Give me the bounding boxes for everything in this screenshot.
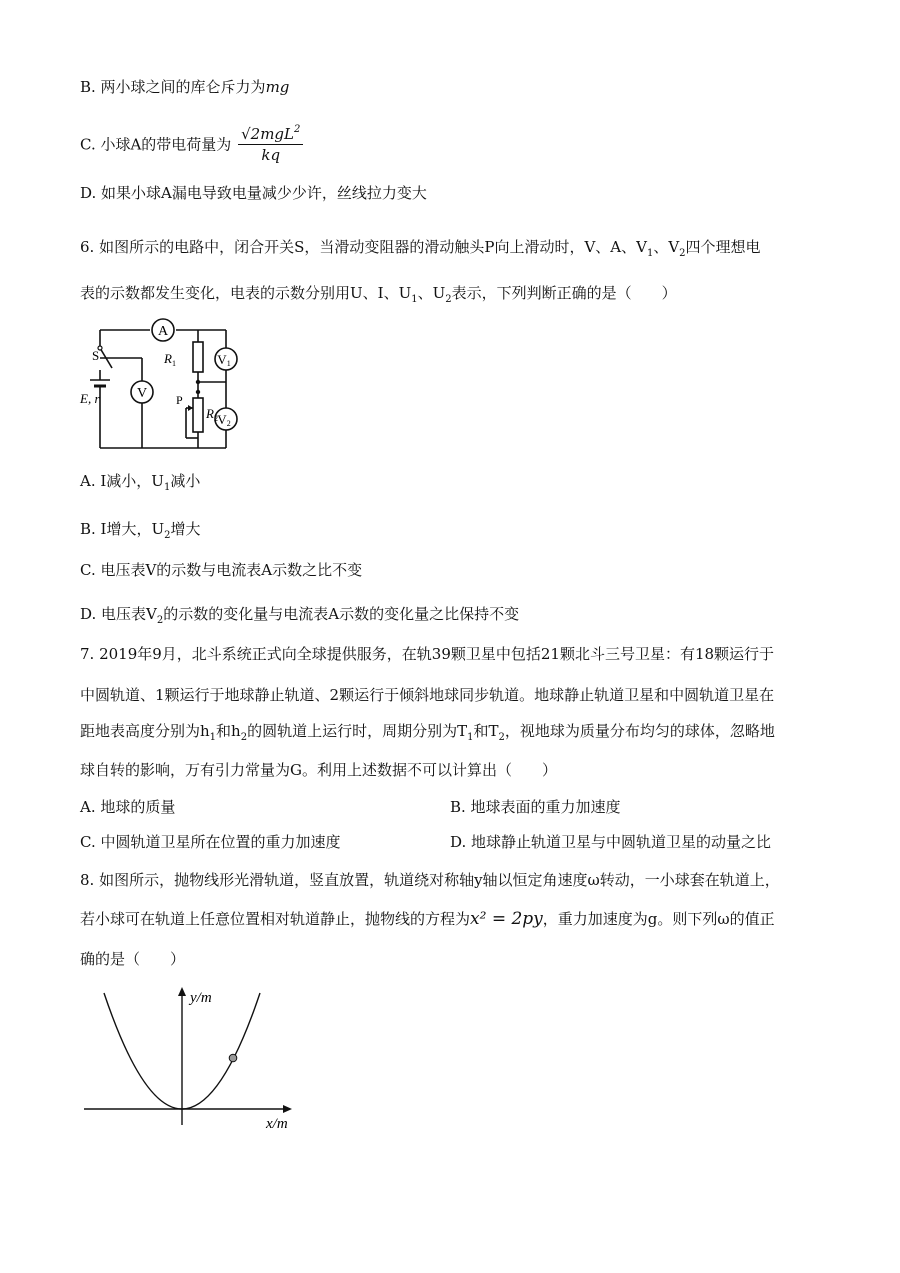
- voltmeter1-sub: 1: [226, 359, 231, 368]
- q6-stem-line2-text: 表的示数都发生变化，电表的示数分别用U、I、U: [80, 284, 412, 302]
- q7-line3-text: 距地表高度分别为h: [80, 722, 210, 740]
- q6-sub: 1: [646, 248, 654, 259]
- q8-ylabel: y/m: [190, 990, 212, 1006]
- voltmeter2-sub: 2: [226, 419, 231, 428]
- q7-option-b: B. 地球表面的重力加速度: [450, 798, 621, 816]
- q6-sub: 1: [411, 294, 418, 305]
- source-label: E, r: [80, 391, 100, 406]
- r2-sub: 2: [213, 414, 218, 423]
- ammeter-label: A: [157, 324, 169, 339]
- svg-text:R1: [163, 351, 176, 368]
- q6-sub: 2: [679, 248, 686, 259]
- q7-stem-line3: [80, 720, 775, 749]
- q5-fraction-denominator: kq: [261, 146, 281, 164]
- q6-option-a-text: A. I减小，U: [80, 472, 164, 490]
- q5-option-b-text: B. 两小球之间的库仑斥力为: [80, 78, 266, 96]
- q5-option-d: D. 如果小球A漏电导致电量减少少许，丝线拉力变大: [80, 184, 427, 202]
- q6-option-d-end: 的示数的变化量与电流表A示数的变化量之比保持不变: [163, 605, 520, 623]
- q6-option-a-end: 减小: [170, 472, 201, 490]
- q7-option-a: A. 地球的质量: [80, 798, 176, 816]
- q7-stem-line1: 7. 2019年9月，北斗系统正式向全球提供服务，在轨39颗卫星中包括21颗北斗三号卫星：有18颗运行于: [80, 645, 775, 663]
- q6-option-b-text: B. I增大，U: [80, 520, 165, 538]
- voltmeter-label: V: [136, 386, 148, 401]
- q7-option-c: C. 中圆轨道卫星所在位置的重力加速度: [80, 833, 341, 851]
- voltmeter2-icon: [215, 408, 237, 430]
- q6-sub: 1: [163, 482, 171, 493]
- q6-stem-line1-end: 四个理想电: [685, 238, 761, 256]
- q6-sub: 2: [164, 530, 171, 541]
- q7-sub: 1: [467, 732, 474, 743]
- q6-circuit-diagram: [78, 318, 248, 456]
- q5-option-c: [80, 124, 303, 164]
- r2-label: R: [206, 406, 214, 421]
- q6-option-d-text: D. 电压表V: [80, 605, 157, 623]
- q6-stem-line1-mid: 、V: [653, 238, 680, 256]
- q7-sub: 1: [209, 732, 217, 743]
- q7-option-d: D. 地球静止轨道卫星与中圆轨道卫星的动量之比: [450, 833, 772, 851]
- svg-text:R2: [205, 406, 218, 423]
- r1-sub: 1: [171, 359, 176, 368]
- q7-sub: 2: [240, 732, 248, 743]
- q6-stem-line1: [80, 236, 761, 265]
- q7-stem-line4: 球自转的影响，万有引力常量为G。利用上述数据不可以计算出（ ）: [80, 761, 557, 779]
- slider-label: P: [176, 393, 183, 407]
- q6-option-c: C. 电压表V的示数与电流表A示数之比不变: [80, 561, 363, 579]
- q6-option-d: [80, 603, 519, 632]
- q5-fraction-numerator: √2mgL: [241, 125, 294, 143]
- voltmeter-icon: [131, 381, 153, 403]
- q8-stem-line1: 8. 如图所示，抛物线形光滑轨道，竖直放置，轨道绕对称轴y轴以恒定角速度ω转动，一小球套在轨道上，: [80, 871, 780, 889]
- q8-stem-line3: 确的是（ ）: [80, 950, 186, 968]
- r1-label: R: [164, 351, 172, 366]
- q7-line3-mid2: 的圆轨道上运行时，周期分别为T: [247, 722, 468, 740]
- q6-stem-line2-mid: 、U: [417, 284, 446, 302]
- q6-option-b-end: 增大: [170, 520, 201, 538]
- q5-option-c-fraction: [238, 124, 303, 164]
- q7-stem-line2: 中圆轨道、1颗运行于地球静止轨道、2颗运行于倾斜地球同步轨道。地球静止轨道卫星和中圆轨道卫星在: [80, 686, 775, 704]
- q8-xlabel: x/m: [266, 1116, 288, 1132]
- q6-stem-line2-end: 表示，下列判断正确的是（ ）: [451, 284, 677, 302]
- q7-line3-end: ，视地球为质量分布均匀的球体，忽略地: [504, 722, 775, 740]
- q5-option-b: [80, 76, 289, 98]
- q5-option-c-text: C. 小球A的带电荷量为: [80, 135, 232, 154]
- ammeter-icon: [152, 319, 174, 341]
- q5-option-b-mg: mg: [265, 78, 290, 96]
- q5-fraction-sup: 2: [293, 124, 301, 135]
- q7-line3-mid3: 和T: [473, 722, 499, 740]
- switch-label: S: [92, 348, 100, 363]
- q8-line2-end: ，重力加速度为g。则下列ω的值正: [542, 910, 775, 928]
- q6-sub: 2: [156, 615, 164, 626]
- q8-parabola-figure: [80, 985, 310, 1135]
- voltmeter1-label: V: [217, 352, 227, 367]
- q7-line3-mid1: 和h: [216, 722, 241, 740]
- q8-stem-line2: [80, 908, 775, 930]
- q6-sub: 2: [445, 294, 452, 305]
- q6-option-a: [80, 470, 200, 499]
- voltmeter2-label: V: [217, 412, 227, 427]
- q7-sub: 2: [498, 732, 505, 743]
- q6-stem-line2: [80, 282, 677, 311]
- voltmeter1-icon: [215, 348, 237, 370]
- q8-line2-text: 若小球可在轨道上任意位置相对轨道静止，抛物线的方程为: [80, 910, 471, 928]
- q6-option-b: [80, 518, 201, 547]
- q6-stem-line1-text: 6. 如图所示的电路中，闭合开关S，当滑动变阻器的滑动触头P向上滑动时，V、A、V: [80, 238, 647, 256]
- q8-equation: x² = 2py: [470, 909, 543, 929]
